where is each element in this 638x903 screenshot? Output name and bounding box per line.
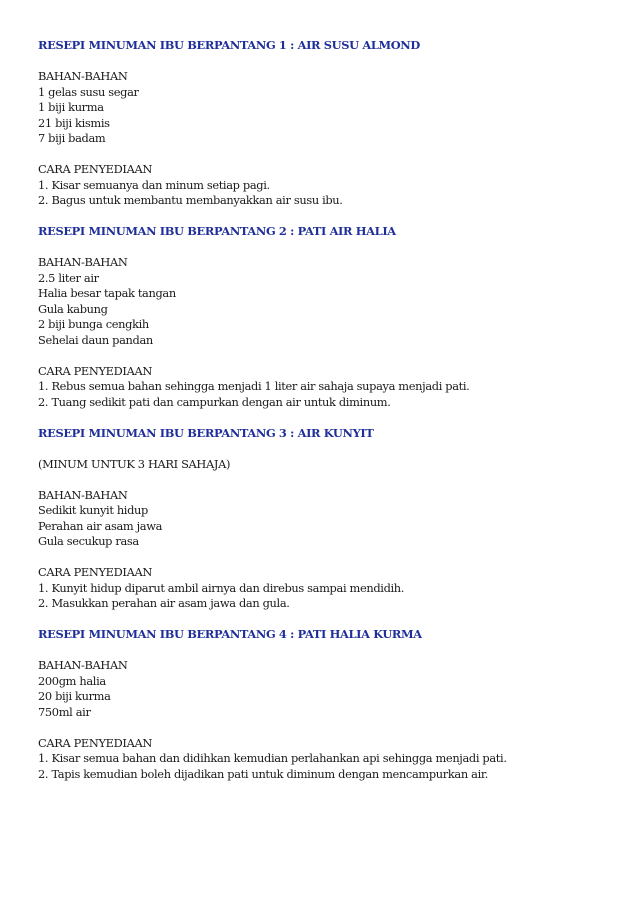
ingredient-item: 2.5 liter air (38, 270, 99, 285)
ingredient-item: 750ml air (38, 704, 91, 719)
ingredient-item: 21 biji kismis (38, 115, 110, 130)
ingredient-item: Perahan air asam jawa (38, 518, 163, 533)
recipe-title: RESEPI MINUMAN IBU BERPANTANG 3 : AIR KUNYIT (38, 425, 374, 440)
ingredient-item: Sehelai daun pandan (38, 332, 153, 347)
ingredient-item: Sedikit kunyit hidup (38, 503, 148, 517)
ingredient-item: Gula secukup rasa (38, 534, 139, 548)
ingredient-item: Halia besar tapak tangan (38, 286, 176, 300)
step-item: 2. Tuang sedikit pati dan campurkan dengan air untuk diminum. (38, 394, 391, 409)
ingredients-heading: BAHAN-BAHAN (38, 255, 128, 269)
ingredients-heading: BAHAN-BAHAN (38, 487, 128, 502)
ingredient-item: Gula kabung (38, 301, 108, 316)
recipe-title: RESEPI MINUMAN IBU BERPANTANG 1 : AIR SUSU ALMOND (38, 38, 420, 52)
step-item: 1. Rebus semua bahan sehingga menjadi 1 liter air sahaja supaya menjadi pati. (38, 379, 470, 393)
step-item: 2. Bagus untuk membantu membanyakkan air susu ibu. (38, 193, 343, 207)
ingredients-heading: BAHAN-BAHAN (38, 69, 128, 83)
recipe-1 (38, 38, 598, 224)
steps-heading: CARA PENYEDIAAN (38, 565, 152, 579)
recipe-title: RESEPI MINUMAN IBU BERPANTANG 2 : PATI AIR HALIA (38, 224, 396, 238)
step-item: 2. Masukkan perahan air asam jawa dan gula. (38, 596, 290, 610)
step-item: 2. Tapis kemudian boleh dijadikan pati untuk diminum dengan mencampurkan air. (38, 766, 488, 781)
ingredient-item: 2 biji bunga cengkih (38, 317, 149, 331)
steps-heading: CARA PENYEDIAAN (38, 363, 152, 378)
recipe-3 (38, 426, 598, 628)
step-item: 1. Kisar semuanya dan minum setiap pagi. (38, 177, 270, 192)
ingredient-item: 200gm halia (38, 673, 106, 688)
ingredient-item: 7 biji badam (38, 131, 106, 145)
step-item: 1. Kisar semua bahan dan didihkan kemudian perlahankan api sehingga menjadi pati. (38, 751, 507, 765)
ingredient-item: 1 biji kurma (38, 100, 104, 114)
step-item: 1. Kunyit hidup diparut ambil airnya dan direbus sampai mendidih. (38, 580, 405, 595)
ingredient-item: 20 biji kurma (38, 689, 111, 703)
ingredients-heading: BAHAN-BAHAN (38, 658, 128, 672)
steps-heading: CARA PENYEDIAAN (38, 735, 152, 750)
recipe-title: RESEPI MINUMAN IBU BERPANTANG 4 : PATI HALIA KURMA (38, 627, 422, 641)
steps-heading: CARA PENYEDIAAN (38, 162, 152, 176)
ingredient-item: 1 gelas susu segar (38, 84, 139, 99)
recipe-2 (38, 224, 598, 426)
recipe-4 (38, 627, 598, 782)
document-page (38, 38, 598, 782)
recipe-note: (MINUM UNTUK 3 HARI SAHAJA) (38, 456, 231, 471)
